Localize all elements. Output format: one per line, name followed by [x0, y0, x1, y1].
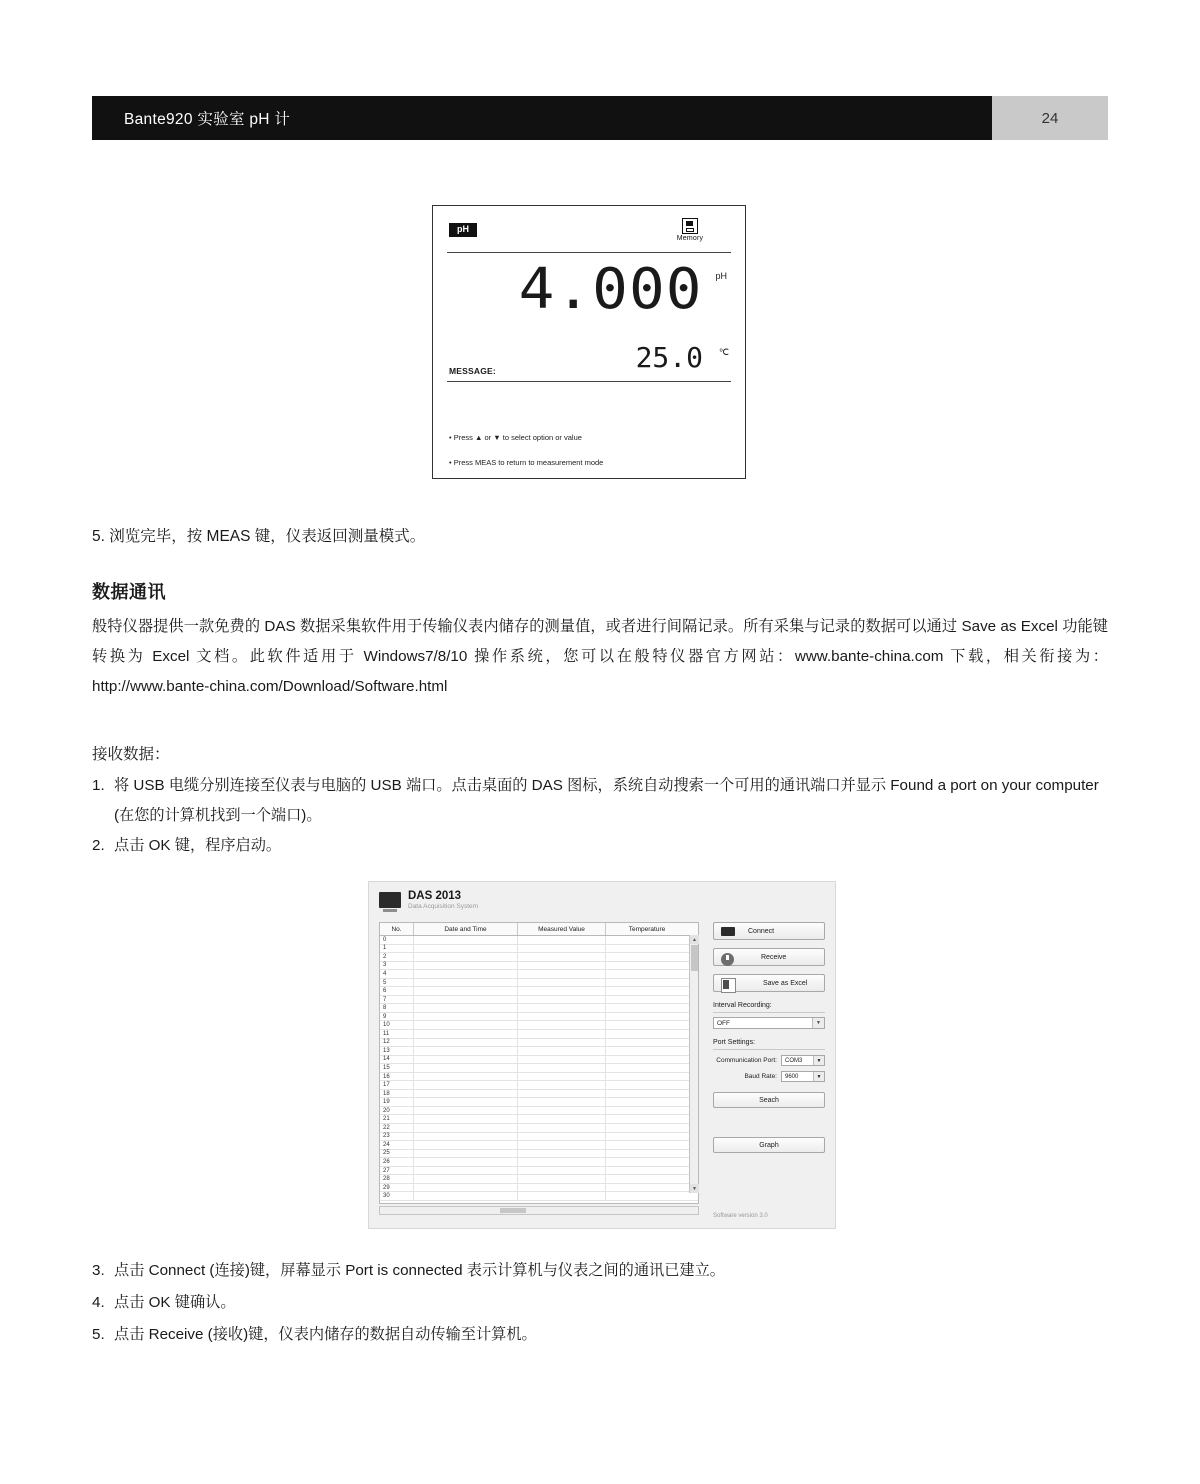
- cell-no: 0: [380, 936, 414, 944]
- search-button[interactable]: [713, 1092, 825, 1108]
- cell-measured-value: [518, 1056, 606, 1064]
- cell-no: 24: [380, 1141, 414, 1149]
- receive-button[interactable]: [713, 948, 825, 966]
- chevron-down-icon[interactable]: ▼: [812, 1018, 824, 1028]
- table-row[interactable]: [380, 1192, 698, 1201]
- table-row[interactable]: [380, 1098, 698, 1107]
- cell-measured-value: [518, 1141, 606, 1149]
- table-row[interactable]: [380, 1141, 698, 1150]
- page-header: [92, 96, 1108, 140]
- cell-date-time: [414, 1039, 518, 1047]
- cell-temperature: [606, 962, 688, 970]
- cell-no: 1: [380, 945, 414, 953]
- cell-no: 14: [380, 1056, 414, 1064]
- table-row[interactable]: [380, 1175, 698, 1184]
- cell-date-time: [414, 1090, 518, 1098]
- cell-no: 17: [380, 1081, 414, 1089]
- cell-date-time: [414, 1175, 518, 1183]
- lcd-ph-value: 4.000: [519, 257, 703, 322]
- excel-icon: [721, 978, 736, 993]
- scroll-down-icon[interactable]: ▼: [690, 1184, 699, 1193]
- cell-temperature: [606, 1090, 688, 1098]
- list-item: [92, 1255, 1108, 1287]
- list-item-text: 点击 OK 键确认。: [114, 1294, 236, 1311]
- cell-date-time: [414, 1133, 518, 1141]
- cell-no: 27: [380, 1167, 414, 1175]
- table-header-row: [380, 923, 698, 936]
- cell-measured-value: [518, 1073, 606, 1081]
- memory-icon: [682, 218, 698, 234]
- header-title-bar: [92, 96, 992, 140]
- cell-no: 22: [380, 1124, 414, 1132]
- cell-no: 28: [380, 1175, 414, 1183]
- table-row[interactable]: [380, 1021, 698, 1030]
- cell-measured-value: [518, 1184, 606, 1192]
- cell-measured-value: [518, 1064, 606, 1072]
- das-app-title: DAS 2013: [408, 890, 462, 902]
- cell-no: 20: [380, 1107, 414, 1115]
- cell-temperature: [606, 1013, 688, 1021]
- scroll-thumb-horizontal[interactable]: [500, 1208, 526, 1213]
- table-row[interactable]: [380, 1030, 698, 1039]
- graph-button-label: Graph: [759, 1141, 779, 1149]
- cell-temperature: [606, 979, 688, 987]
- cell-date-time: [414, 1056, 518, 1064]
- table-row[interactable]: [380, 1090, 698, 1099]
- cell-no: 6: [380, 987, 414, 995]
- cell-temperature: [606, 1047, 688, 1055]
- cell-date-time: [414, 1073, 518, 1081]
- cell-temperature: [606, 1098, 688, 1106]
- table-row[interactable]: [380, 1167, 698, 1176]
- divider: [713, 1012, 825, 1013]
- cell-date-time: [414, 970, 518, 978]
- table-row[interactable]: [380, 1013, 698, 1022]
- cell-no: 8: [380, 1004, 414, 1012]
- cell-temperature: [606, 1004, 688, 1012]
- memory-label: Memory: [676, 235, 704, 242]
- section-title-data-communication: 数据通讯: [92, 582, 166, 602]
- cell-temperature: [606, 1115, 688, 1123]
- cell-date-time: [414, 1115, 518, 1123]
- cell-measured-value: [518, 1021, 606, 1029]
- lcd-hint-select: • Press ▲ or ▼ to select option or value: [449, 433, 582, 442]
- software-version-label: Software version 3.0: [713, 1213, 768, 1219]
- cell-measured-value: [518, 1150, 606, 1158]
- baud-rate-select[interactable]: [781, 1071, 825, 1082]
- cell-no: 29: [380, 1184, 414, 1192]
- baud-rate-value: 9600: [785, 1073, 799, 1080]
- cell-temperature: [606, 970, 688, 978]
- cell-measured-value: [518, 987, 606, 995]
- lcd-display-figure: [432, 205, 746, 479]
- table-row[interactable]: [380, 1081, 698, 1090]
- cell-date-time: [414, 1184, 518, 1192]
- table-row[interactable]: [380, 1133, 698, 1142]
- cell-measured-value: [518, 1098, 606, 1106]
- cell-measured-value: [518, 970, 606, 978]
- cell-measured-value: [518, 1107, 606, 1115]
- cell-date-time: [414, 936, 518, 944]
- table-row[interactable]: [380, 1150, 698, 1159]
- cell-date-time: [414, 1004, 518, 1012]
- table-row[interactable]: [380, 945, 698, 954]
- list-item-text: 点击 Receive (接收)键，仪表内储存的数据自动传输至计算机。: [114, 1326, 537, 1343]
- cell-date-time: [414, 1167, 518, 1175]
- cell-measured-value: [518, 1004, 606, 1012]
- cell-date-time: [414, 1158, 518, 1166]
- table-row[interactable]: [380, 936, 698, 945]
- cell-no: 5: [380, 979, 414, 987]
- cell-date-time: [414, 1013, 518, 1021]
- table-row[interactable]: [380, 1004, 698, 1013]
- lcd-divider-bottom: [447, 381, 731, 382]
- cell-date-time: [414, 1030, 518, 1038]
- cell-no: 12: [380, 1039, 414, 1047]
- cell-no: 16: [380, 1073, 414, 1081]
- table-row[interactable]: [380, 987, 698, 996]
- step-browse-complete: 5. 浏览完毕，按 MEAS 键，仪表返回测量模式。: [92, 528, 426, 545]
- list-item: [92, 1319, 1108, 1351]
- cell-measured-value: [518, 1192, 606, 1200]
- cell-temperature: [606, 953, 688, 961]
- cell-measured-value: [518, 1167, 606, 1175]
- cell-date-time: [414, 1098, 518, 1106]
- cell-no: 26: [380, 1158, 414, 1166]
- baud-rate-label: Baud Rate:: [744, 1073, 777, 1080]
- graph-button[interactable]: [713, 1137, 825, 1153]
- cell-measured-value: [518, 1158, 606, 1166]
- cell-date-time: [414, 945, 518, 953]
- save-as-excel-button-label: Save as Excel: [763, 979, 808, 987]
- list-item-number: 1.: [92, 777, 105, 794]
- cell-date-time: [414, 1064, 518, 1072]
- cell-measured-value: [518, 1133, 606, 1141]
- cell-no: 2: [380, 953, 414, 961]
- communication-port-label: Communication Port:: [716, 1057, 777, 1064]
- table-body[interactable]: [380, 936, 698, 1200]
- cell-date-time: [414, 1047, 518, 1055]
- table-row[interactable]: [380, 1039, 698, 1048]
- cell-measured-value: [518, 996, 606, 1004]
- cell-temperature: [606, 1030, 688, 1038]
- cell-no: 9: [380, 1013, 414, 1021]
- interval-recording-label: Interval Recording:: [713, 1002, 772, 1009]
- cell-temperature: [606, 1184, 688, 1192]
- receive-button-label: Receive: [761, 953, 787, 961]
- cell-measured-value: [518, 1030, 606, 1038]
- cell-measured-value: [518, 936, 606, 944]
- cell-no: 23: [380, 1133, 414, 1141]
- cell-temperature: [606, 1064, 688, 1072]
- cell-measured-value: [518, 1115, 606, 1123]
- search-button-label: Seach: [759, 1096, 779, 1104]
- cell-temperature: [606, 1039, 688, 1047]
- steps-before-figure: [92, 771, 1108, 861]
- monitor-icon: [379, 892, 401, 908]
- cell-date-time: [414, 979, 518, 987]
- page-number: 24: [1041, 109, 1059, 127]
- cell-no: 21: [380, 1115, 414, 1123]
- cell-measured-value: [518, 1013, 606, 1021]
- cell-measured-value: [518, 979, 606, 987]
- cell-temperature: [606, 1150, 688, 1158]
- table-row[interactable]: [380, 1158, 698, 1167]
- table-row[interactable]: [380, 970, 698, 979]
- table-row[interactable]: [380, 1064, 698, 1073]
- cell-no: 3: [380, 962, 414, 970]
- cell-date-time: [414, 962, 518, 970]
- cell-date-time: [414, 1081, 518, 1089]
- table-row[interactable]: [380, 1073, 698, 1082]
- lcd-top-row: [433, 206, 745, 252]
- cell-temperature: [606, 1141, 688, 1149]
- cell-date-time: [414, 1141, 518, 1149]
- cell-date-time: [414, 996, 518, 1004]
- cell-date-time: [414, 987, 518, 995]
- table-row[interactable]: [380, 1124, 698, 1133]
- cell-no: 30: [380, 1192, 414, 1200]
- cell-date-time: [414, 1150, 518, 1158]
- list-item: [92, 831, 1108, 861]
- lcd-message-label: MESSAGE:: [449, 366, 496, 376]
- lcd-mode-badge: pH: [449, 223, 477, 237]
- das-title-row: [379, 890, 478, 912]
- cell-measured-value: [518, 1047, 606, 1055]
- steps-after-figure: [92, 1255, 1108, 1351]
- lcd-main-reading: [433, 253, 745, 345]
- cell-no: 10: [380, 1021, 414, 1029]
- cell-temperature: [606, 1073, 688, 1081]
- list-item-number: 3.: [92, 1262, 105, 1279]
- list-item: [92, 771, 1108, 831]
- cell-temperature: [606, 1081, 688, 1089]
- table-row[interactable]: [380, 1115, 698, 1124]
- das-control-panel: [713, 922, 825, 1153]
- cell-temperature: [606, 1107, 688, 1115]
- lcd-memory-indicator: [669, 218, 711, 242]
- table-row[interactable]: [380, 1107, 698, 1116]
- lcd-temperature-unit: ℃: [718, 347, 729, 357]
- lcd-hint-meas: • Press MEAS to return to measurement mode: [449, 458, 604, 467]
- cell-measured-value: [518, 1081, 606, 1089]
- das-app-subtitle: Data Acquisition System: [408, 903, 479, 910]
- column-header-date-time: Date and Time: [414, 923, 518, 935]
- chevron-down-icon[interactable]: ▼: [813, 1072, 824, 1081]
- communication-port-value: COM3: [785, 1057, 803, 1064]
- divider: [713, 1049, 825, 1050]
- page-title: Bante920 实验室 pH 计: [124, 111, 291, 128]
- cell-temperature: [606, 1124, 688, 1132]
- list-item-number: 5.: [92, 1326, 105, 1343]
- page-number-box: [992, 96, 1108, 140]
- cell-date-time: [414, 1021, 518, 1029]
- cell-temperature: [606, 1133, 688, 1141]
- cell-measured-value: [518, 1090, 606, 1098]
- port-settings-label: Port Settings:: [713, 1039, 756, 1046]
- cell-measured-value: [518, 1175, 606, 1183]
- cell-no: 4: [380, 970, 414, 978]
- cell-no: 13: [380, 1047, 414, 1055]
- list-item: [92, 1287, 1108, 1319]
- cell-measured-value: [518, 962, 606, 970]
- list-item-text: 将 USB 电缆分别连接至仪表与电脑的 USB 端口。点击桌面的 DAS 图标，系统自动搜索一个可用的通讯端口并显示 Found a port on your computer (在您的计算机找到一个端口)。: [114, 777, 1099, 824]
- connect-button[interactable]: [713, 922, 825, 940]
- table-row[interactable]: [380, 1047, 698, 1056]
- table-row[interactable]: [380, 962, 698, 971]
- table-vertical-scrollbar[interactable]: [689, 935, 698, 1193]
- scroll-thumb[interactable]: [691, 945, 698, 971]
- table-row[interactable]: [380, 996, 698, 1005]
- table-row[interactable]: [380, 979, 698, 988]
- cell-temperature: [606, 996, 688, 1004]
- table-row[interactable]: [380, 1184, 698, 1193]
- table-horizontal-scrollbar[interactable]: [379, 1206, 699, 1215]
- lcd-ph-unit: pH: [715, 271, 727, 281]
- cell-no: 19: [380, 1098, 414, 1106]
- table-row[interactable]: [380, 953, 698, 962]
- cell-date-time: [414, 953, 518, 961]
- das-software-figure: [368, 881, 836, 1229]
- cell-temperature: [606, 1056, 688, 1064]
- receive-data-label: 接收数据：: [92, 746, 170, 763]
- baud-rate-row: [713, 1071, 825, 1082]
- lcd-temperature-value: 25.0: [635, 341, 703, 374]
- list-item-text: 点击 OK 键，程序启动。: [114, 837, 282, 854]
- download-icon: [721, 953, 734, 966]
- connect-icon: [721, 927, 735, 936]
- cell-temperature: [606, 1021, 688, 1029]
- column-header-temperature: Temperature: [628, 925, 666, 933]
- connect-button-label: Connect: [748, 927, 775, 935]
- interval-recording-value: OFF: [717, 1019, 730, 1027]
- scroll-up-icon[interactable]: ▲: [690, 935, 699, 944]
- list-item-number: 4.: [92, 1294, 105, 1311]
- cell-no: 25: [380, 1150, 414, 1158]
- cell-no: 11: [380, 1030, 414, 1038]
- communication-port-select[interactable]: [781, 1055, 825, 1066]
- list-item-text: 点击 Connect (连接)键，屏幕显示 Port is connected 表示计算机与仪表之间的通讯已建立。: [114, 1262, 725, 1279]
- cell-measured-value: [518, 945, 606, 953]
- cell-date-time: [414, 1192, 518, 1200]
- cell-temperature: [606, 987, 688, 995]
- cell-measured-value: [518, 953, 606, 961]
- cell-temperature: [606, 936, 688, 944]
- cell-no: 18: [380, 1090, 414, 1098]
- interval-recording-select[interactable]: [713, 1017, 825, 1029]
- cell-date-time: [414, 1124, 518, 1132]
- column-header-no: No.: [380, 923, 414, 935]
- das-data-table: [379, 922, 699, 1204]
- cell-no: 7: [380, 996, 414, 1004]
- section-paragraph: 般特仪器提供一款免费的 DAS 数据采集软件用于传输仪表内储存的测量值，或者进行间隔记录。所有采集与记录的数据可以通过 Save as Excel 功能键转换为 Excel 文档。此软件适用于 Windows7/8/10 操作系统，您可以在般特仪器官方网站：www.bante-china.com 下载，相关衔接为：http://www.bante-china.com/Download/Software.html: [92, 618, 1108, 695]
- communication-port-row: [713, 1055, 825, 1066]
- cell-temperature: [606, 1175, 688, 1183]
- list-item-number: 2.: [92, 837, 105, 854]
- chevron-down-icon[interactable]: ▼: [813, 1056, 824, 1065]
- cell-date-time: [414, 1107, 518, 1115]
- cell-temperature: [606, 1158, 688, 1166]
- cell-temperature: [606, 1167, 688, 1175]
- cell-measured-value: [518, 1039, 606, 1047]
- table-row[interactable]: [380, 1056, 698, 1065]
- cell-temperature: [606, 1192, 688, 1200]
- column-header-measured-value: Measured Value: [518, 923, 606, 935]
- cell-measured-value: [518, 1124, 606, 1132]
- cell-temperature: [606, 945, 688, 953]
- save-as-excel-button[interactable]: [713, 974, 825, 992]
- cell-no: 15: [380, 1064, 414, 1072]
